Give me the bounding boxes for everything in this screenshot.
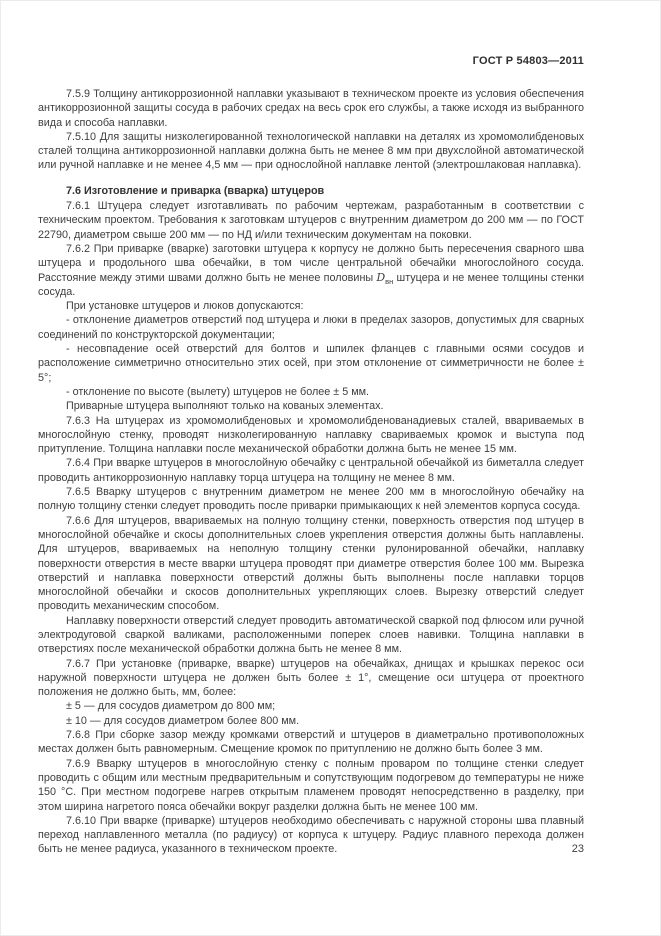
variable-d-inner-subscript: вн [385, 276, 394, 286]
para-7-6-9: 7.6.9 Вварку штуцеров в многослойную стенку с полным проваром по толщине стенки следует проводить с общим или местным предварительным и сопутствующим подогревом до температуры не ниже 150 °С. При местном подогреве нагрев открытым пламенем проводят непосредственно в разделку, при этом ширина нагретого пояса обечайки вокруг разделки должна быть не менее 100 мм. [38, 757, 584, 813]
para-7-5-10: 7.5.10 Для защиты низколегированной технологической наплавки на деталях из хромомолибденовых сталей толщина антикоррозионной наплавки должна быть не менее 8 мм при двухслойной автоматической или ручной наплавке и не менее 4,5 мм — при однослойной наплавке лентой (электрошлаковая наплавка). [38, 130, 584, 172]
para-7-6-10: 7.6.10 При вварке (приварке) штуцеров необходимо обеспечивать с наружной стороны шва плавный переход наплавленного металла (по радиусу) от корпуса к штуцеру. Радиус плавного перехода должен быть не менее радиуса, указанного в техническом проекте. [38, 814, 584, 856]
para-surfacing-holes: Наплавку поверхности отверстий следует проводить автоматической сваркой под флюсом или ручной электродуговой сваркой валиками, расположенными поперек слоев навивки. Толщина наплавки в отверстиях после механической обработки должна быть не менее 8 мм. [38, 614, 584, 656]
para-tolerance-item-1: ± 5 — для сосудов диаметром до 800 мм; [66, 700, 276, 713]
para-7-5-9: 7.5.9 Толщину антикоррозионной наплавки указывают в техническом проекте из условия обеспечения антикоррозионной защиты сосуда в рабочих средах на весь срок его службы, а также исходя из выбранного вида и способа наплавки. [38, 88, 584, 129]
variable-d-inner: D [376, 270, 386, 284]
running-header: ГОСТ Р 54803—2011 [472, 55, 584, 67]
page-number: 23 [571, 843, 584, 855]
para-7-6-5: 7.6.5 Вварку штуцеров с внутренним диаметром не менее 200 мм в многослойную обечайку на полную толщину стенки следует проводить после приварки примыкающих к ней элементов корпуса сосуда. [38, 486, 584, 513]
para-7-6-2-text-before: 7.6.2 При приварке (вварке) заготовки штуцера к корпусу не должно быть пересечения сварного шва штуцера и продольного шва обечайки, в том числе центральной обечайки многослойного сосуда. Расстояние между этими швами должно быть не менее половины [38, 242, 584, 284]
para-7-6-1: 7.6.1 Штуцера следует изготавливать по рабочим чертежам, разработанным в соответствии с техническим проектом. Требования к заготовкам штуцеров с внутренним диаметром до 200 мм — по ГОСТ 22790, диаметром свыше 200 мм — по НД и/или техническим документам на поковки. [38, 200, 584, 241]
para-allowance-item-1: - отклонение диаметров отверстий под штуцера и люки в пределах зазоров, допустимых для сварных соединений по конструкторской документации; [38, 314, 584, 341]
para-allowances-intro: При установке штуцеров и люков допускаются: [66, 300, 304, 313]
para-allowance-item-3: - отклонение по высоте (вылету) штуцеров не более ± 5 мм. [66, 385, 370, 398]
para-7-6-6: 7.6.6 Для штуцеров, ввариваемых на полную толщину стенки, поверхность отверстия под штуцер в многослойной обечайке и скосы дополнительных слоев укрепления отверстия должны быть наплавлены. Для штуцеров, ввариваемых на неполную толщину стенки рулонированной обечайки, наплавку поверхности отверстия в месте вварки штуцера проводят при диаметре отверстия более 100 мм. Вырезка отверстий и наплавка поверхности отверстий должны быть выполнены после наплавки торцов многослойной обечайки и скосов дополнительных укрепляющих слоев. Вырезку отверстий следует проводить механическим способом. [38, 514, 584, 613]
page-body-text [38, 87, 584, 857]
para-7-6-8: 7.6.8 При сборке зазор между кромками отверстий и штуцеров в диаметрально противоположных местах должен быть равномерным. Смещение кромок по притуплению не должно быть более 3 мм. [38, 729, 584, 756]
para-tolerance-item-2: ± 10 — для сосудов диаметром более 800 мм. [66, 714, 300, 727]
para-7-6-4: 7.6.4 При вварке штуцеров в многослойную обечайку с центральной обечайкой из биметалла следует проводить антикоррозионную наплавку торца штуцера на толщину не менее 8 мм. [38, 457, 584, 484]
para-allowance-item-2: - несовпадение осей отверстий для болтов и шпилек фланцев с главными осями сосудов и расположение симметрично относительно этих осей, при этом отклонение от симметричности не более ± 5°; [38, 343, 584, 384]
para-forged-elements: Приварные штуцера выполняют только на кованых элементах. [66, 400, 384, 413]
para-7-6-3: 7.6.3 На штуцерах из хромомолибденовых и хромомолибденованадиевых сталей, ввариваемых в многослойную стенку, проводят низколегированную наплавку свариваемых кромок и выступа под притупление. Толщина наплавки после механической обработки должна быть не менее 15 мм. [38, 414, 584, 456]
para-7-6-2 [38, 242, 584, 299]
section-heading-7-6: 7.6 Изготовление и приварка (вварка) штуцеров [66, 184, 325, 197]
para-7-6-2-text-after: штуцера и не менее толщины стенки сосуда. [38, 271, 585, 298]
para-7-6-7: 7.6.7 При установке (приварке, вварке) штуцеров на обечайках, днищах и крышках перекос оси наружной поверхности штуцера не должен быть более ± 1°, смещение оси штуцера от проектного положения не должно быть, мм, более: [38, 657, 584, 699]
